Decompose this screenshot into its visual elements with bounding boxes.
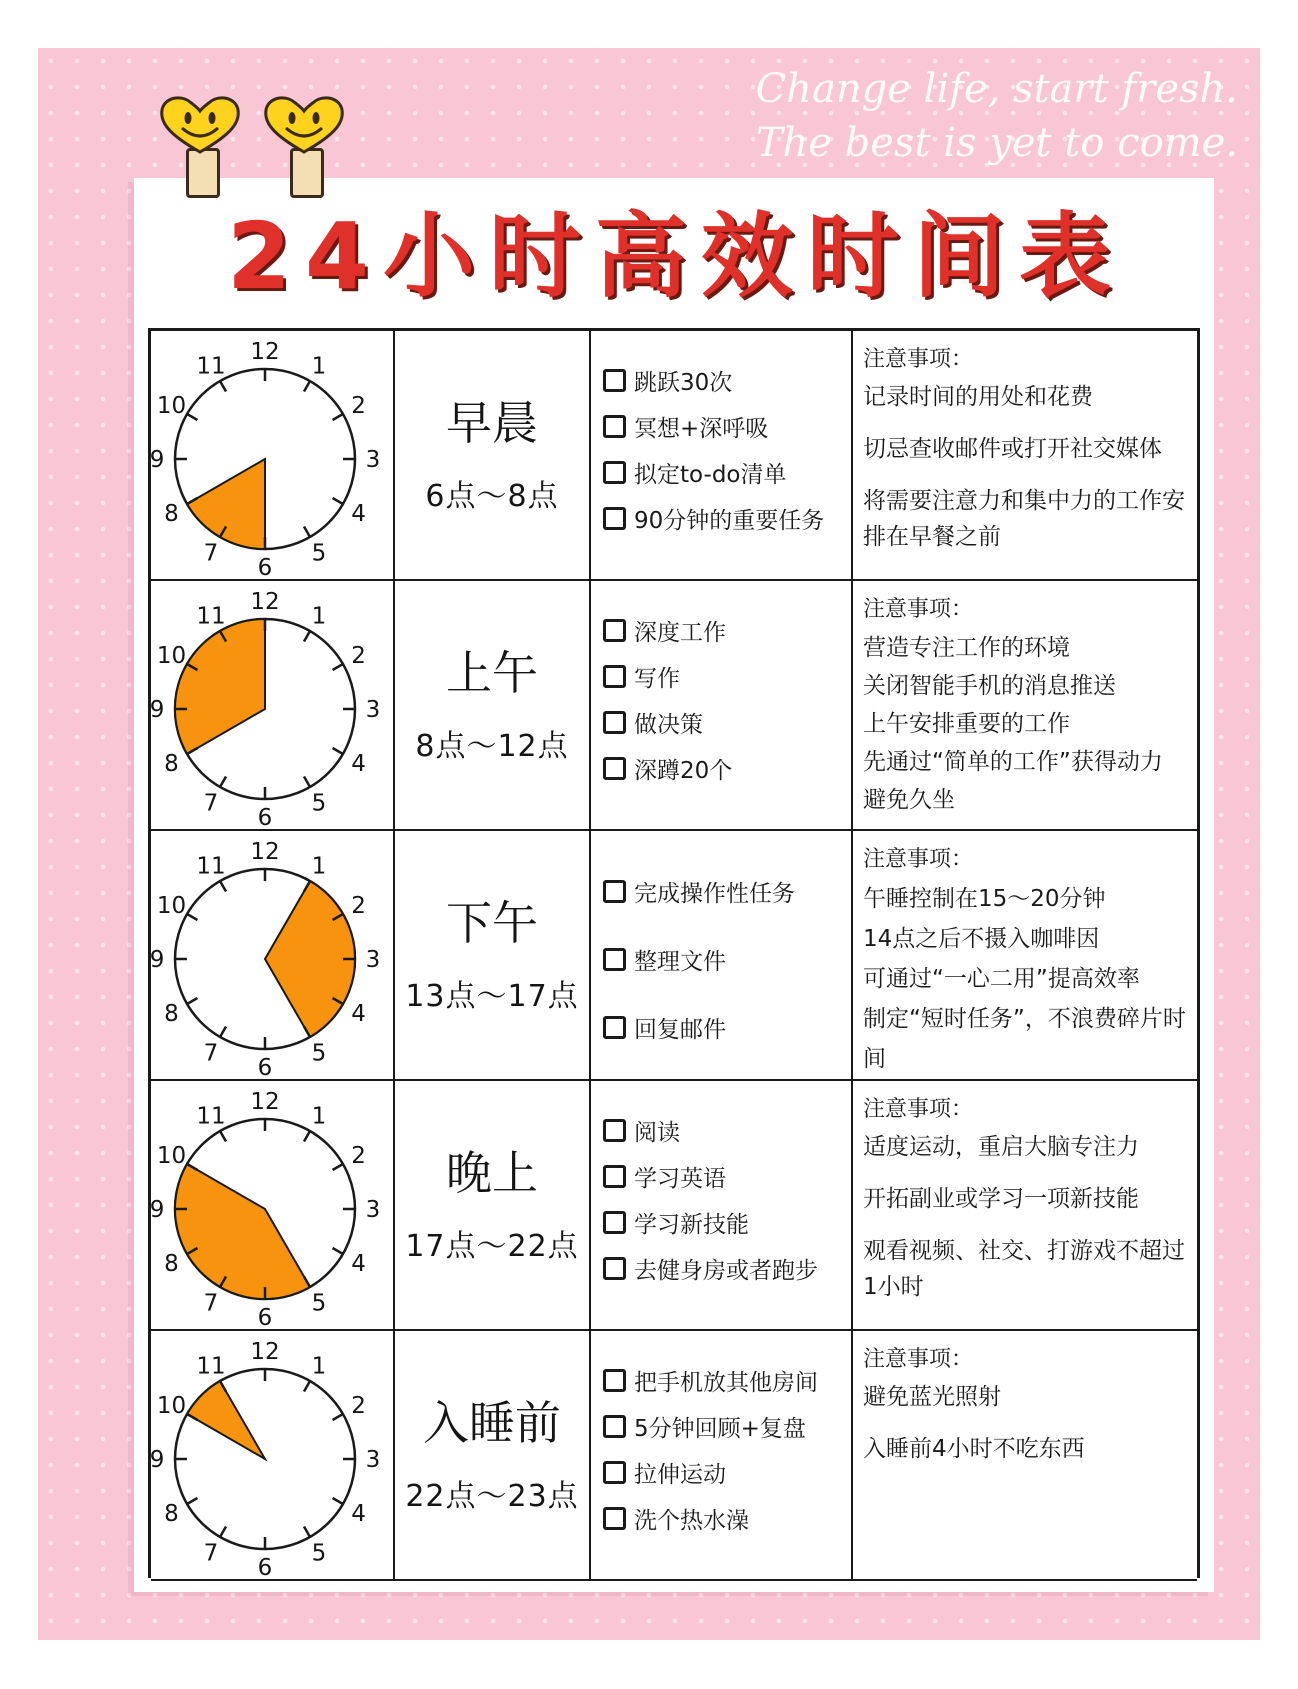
note-item: 14点之后不摄入咖啡因: [863, 926, 1100, 952]
note-item: 上午安排重要的工作: [863, 711, 1070, 737]
task-item[interactable]: [603, 745, 851, 791]
clock-number: 6: [257, 555, 273, 581]
clock-number: 10: [156, 1143, 187, 1169]
checkbox-icon[interactable]: [603, 415, 626, 438]
task-list: [591, 331, 851, 541]
period-time-range: 8点～12点: [415, 729, 569, 764]
clock-number: 9: [149, 947, 165, 973]
schedule-table: [148, 328, 1200, 1581]
clock-number: 1: [311, 353, 327, 380]
task-list: [591, 1331, 851, 1541]
notes-cell: [853, 1081, 1197, 1329]
task-item[interactable]: [603, 403, 851, 449]
task-label: 洗个热水澡: [634, 1507, 749, 1534]
notes-cell: [853, 581, 1197, 829]
motto-line: The best is yet to come.: [755, 120, 1238, 166]
task-item[interactable]: [603, 699, 851, 745]
clock-number: 11: [196, 353, 226, 380]
task-label: 冥想+深呼吸: [634, 415, 769, 442]
clock-number: 8: [164, 751, 179, 777]
clock-number: 5: [311, 540, 327, 567]
schedule-row: [151, 331, 1197, 581]
clock-number: 7: [203, 1290, 219, 1317]
clock-icon: [149, 585, 389, 831]
task-label: 写作: [634, 665, 680, 692]
checkbox-icon[interactable]: [603, 507, 626, 530]
checkbox-icon[interactable]: [603, 757, 626, 780]
clock-icon: [149, 335, 389, 581]
checkbox-icon[interactable]: [603, 369, 626, 392]
clock-number: 11: [196, 603, 226, 630]
clock-number: 3: [365, 1197, 381, 1223]
clock-number: 10: [156, 1393, 187, 1419]
task-list: [591, 1081, 851, 1291]
clock-number: 3: [365, 697, 381, 723]
period-name: 早晨: [446, 396, 538, 450]
motto: [756, 62, 1238, 170]
clock-number: 2: [351, 1393, 366, 1419]
page-title: 24小时高效时间表: [226, 203, 1126, 310]
period-cell: [395, 331, 591, 579]
clock-number: 10: [156, 643, 187, 669]
note-item: 可通过“一心二用”提高效率: [863, 966, 1140, 992]
task-list: [591, 831, 851, 1061]
period-time-range: 17点～22点: [405, 1229, 579, 1264]
clock-number: 12: [250, 839, 280, 865]
task-cell: [591, 1081, 853, 1329]
clock-number: 6: [257, 805, 273, 831]
task-cell: [591, 831, 853, 1079]
checkbox-icon[interactable]: [603, 711, 626, 734]
task-item[interactable]: [603, 607, 851, 653]
note-list: [853, 625, 1197, 819]
clock-number: 6: [257, 1555, 273, 1581]
clock-number: 7: [203, 540, 219, 567]
task-label: 完成操作性任务: [634, 880, 795, 907]
schedule-row: [151, 1331, 1197, 1581]
clock-number: 1: [311, 1353, 327, 1380]
clock-number: 7: [203, 790, 219, 817]
task-label: 5分钟回顾+复盘: [634, 1415, 806, 1442]
task-item[interactable]: [603, 1245, 851, 1291]
task-item[interactable]: [603, 653, 851, 699]
clock-number: 9: [149, 697, 165, 723]
checkbox-icon[interactable]: [603, 880, 626, 903]
clock-number: 11: [196, 1353, 226, 1380]
task-label: 深度工作: [634, 619, 726, 646]
task-label: 拟定to-do清单: [634, 461, 787, 488]
task-label: 90分钟的重要任务: [634, 507, 825, 534]
task-cell: [591, 581, 853, 829]
checkbox-icon[interactable]: [603, 1415, 626, 1438]
schedule-row: [151, 581, 1197, 831]
clock-cell: [151, 1081, 395, 1329]
clock-icon: [149, 835, 389, 1081]
task-item[interactable]: [603, 1449, 851, 1495]
clock-number: 8: [164, 1251, 179, 1277]
checkbox-icon[interactable]: [603, 1119, 626, 1142]
clock-number: 10: [156, 393, 187, 419]
checkbox-icon[interactable]: [603, 948, 626, 971]
clock-number: 6: [257, 1305, 273, 1331]
task-label: 回复邮件: [634, 1016, 726, 1043]
clock-number: 11: [196, 1103, 226, 1130]
clock-number: 4: [351, 751, 366, 777]
checkbox-icon[interactable]: [603, 1507, 626, 1530]
note-item: 关闭智能手机的消息推送: [863, 673, 1116, 699]
clock-number: 3: [365, 947, 381, 973]
notes-label: 注意事项：: [863, 597, 974, 622]
task-item[interactable]: [603, 1107, 851, 1153]
clock-number: 5: [311, 1290, 327, 1317]
period-time-range: 6点～8点: [425, 479, 559, 514]
task-item[interactable]: [603, 1153, 851, 1199]
task-label: 跳跃30次: [634, 369, 733, 396]
task-label: 学习新技能: [634, 1211, 749, 1238]
period-cell: [395, 1081, 591, 1329]
checkbox-icon[interactable]: [603, 1211, 626, 1234]
clock-number: 12: [250, 339, 280, 365]
clock-number: 3: [365, 1447, 381, 1473]
task-label: 把手机放其他房间: [634, 1369, 818, 1396]
clock-number: 7: [203, 1540, 219, 1567]
motto-line: Change life, start fresh.: [755, 66, 1238, 112]
notes-label: 注意事项：: [863, 1347, 974, 1372]
note-item: 将需要注意力和集中力的工作安排在早餐之前: [863, 488, 1185, 551]
clock-number: 6: [257, 1055, 273, 1081]
clock-number: 1: [311, 603, 327, 630]
clock-number: 1: [311, 853, 327, 880]
checkbox-icon[interactable]: [603, 1461, 626, 1484]
clock-number: 5: [311, 790, 327, 817]
task-item[interactable]: [603, 1199, 851, 1245]
clock-number: 9: [149, 447, 165, 473]
note-list: [853, 375, 1197, 555]
note-item: 记录时间的用处和花费: [863, 384, 1093, 410]
smiley-heart-pin-icon: [262, 94, 346, 194]
clock-number: 12: [250, 1339, 280, 1365]
note-list: [853, 1375, 1197, 1467]
task-label: 阅读: [634, 1119, 680, 1146]
clock-number: 2: [351, 393, 366, 419]
checkbox-icon[interactable]: [603, 619, 626, 642]
clock-number: 8: [164, 1001, 179, 1027]
clock-number: 2: [351, 643, 366, 669]
clock-number: 5: [311, 1040, 327, 1067]
note-item: 观看视频、社交、打游戏不超过1小时: [863, 1238, 1185, 1301]
clock-number: 8: [164, 1501, 179, 1527]
clock-cell: [151, 1331, 395, 1579]
clock-number: 4: [351, 1251, 366, 1277]
clock-icon: [149, 1085, 389, 1331]
task-label: 做决策: [634, 711, 703, 738]
note-list: [853, 1125, 1197, 1305]
clock-number: 4: [351, 501, 366, 527]
task-label: 拉伸运动: [634, 1461, 726, 1488]
task-item[interactable]: [603, 1403, 851, 1449]
period-name: 上午: [446, 646, 538, 700]
notes-cell: [853, 1331, 1197, 1579]
task-item[interactable]: [603, 857, 851, 925]
period-name: 下午: [446, 896, 538, 950]
smiley-heart-pin-icon: [158, 94, 242, 194]
notes-label: 注意事项：: [863, 347, 974, 372]
period-time-range: 13点～17点: [405, 979, 579, 1014]
period-time-range: 22点～23点: [405, 1479, 579, 1514]
period-name: 晚上: [446, 1146, 538, 1200]
task-item[interactable]: [603, 495, 851, 541]
note-item: 适度运动，重启大脑专注力: [863, 1134, 1139, 1160]
clock-icon: [149, 1335, 389, 1581]
clock-cell: [151, 831, 395, 1079]
clock-number: 8: [164, 501, 179, 527]
note-item: 切忌查收邮件或打开社交媒体: [863, 436, 1162, 463]
task-item[interactable]: [603, 993, 851, 1061]
clock-number: 3: [365, 447, 381, 473]
note-item: 制定“短时任务”，不浪费碎片时间: [863, 1006, 1186, 1072]
checkbox-icon[interactable]: [603, 1369, 626, 1392]
note-list: [853, 875, 1197, 1079]
checkbox-icon[interactable]: [603, 665, 626, 688]
checkbox-icon[interactable]: [603, 461, 626, 484]
note-item: 避免久坐: [863, 787, 955, 813]
note-item: 入睡前4小时不吃东西: [863, 1436, 1085, 1463]
schedule-row: [151, 1081, 1197, 1331]
note-item: 先通过“简单的工作”获得动力: [863, 749, 1163, 775]
clock-number: 2: [351, 1143, 366, 1169]
clock-number: 10: [156, 893, 187, 919]
period-name: 入睡前: [423, 1396, 561, 1450]
notes-label: 注意事项：: [863, 1097, 974, 1122]
clock-cell: [151, 581, 395, 829]
schedule-row: [151, 831, 1197, 1081]
task-cell: [591, 1331, 853, 1579]
clock-number: 5: [311, 1540, 327, 1567]
task-list: [591, 581, 851, 791]
task-label: 深蹲20个: [634, 757, 733, 784]
clock-number: 4: [351, 1501, 366, 1527]
clock-number: 12: [250, 1089, 280, 1115]
note-item: 开拓副业或学习一项新技能: [863, 1186, 1139, 1213]
task-item[interactable]: [603, 1495, 851, 1541]
checkbox-icon[interactable]: [603, 1016, 626, 1039]
notes-cell: [853, 331, 1197, 579]
clock-number: 4: [351, 1001, 366, 1027]
note-item: 午睡控制在15～20分钟: [863, 886, 1106, 912]
note-item: 避免蓝光照射: [863, 1384, 1001, 1410]
clock-number: 9: [149, 1447, 165, 1473]
period-cell: [395, 831, 591, 1079]
task-label: 去健身房或者跑步: [634, 1257, 818, 1284]
clock-number: 7: [203, 1040, 219, 1067]
task-item[interactable]: [603, 925, 851, 993]
task-item[interactable]: [603, 357, 851, 403]
clock-number: 12: [250, 589, 280, 615]
clock-number: 2: [351, 893, 366, 919]
task-label: 整理文件: [634, 948, 726, 975]
clock-number: 1: [311, 1103, 327, 1130]
clock-number: 9: [149, 1197, 165, 1223]
task-label: 学习英语: [634, 1165, 726, 1192]
checkbox-icon[interactable]: [603, 1257, 626, 1280]
task-item[interactable]: [603, 449, 851, 495]
task-item[interactable]: [603, 1357, 851, 1403]
clock-cell: [151, 331, 395, 579]
period-cell: [395, 581, 591, 829]
checkbox-icon[interactable]: [603, 1165, 626, 1188]
clock-number: 11: [196, 853, 226, 880]
notes-cell: [853, 831, 1197, 1079]
period-cell: [395, 1331, 591, 1579]
task-cell: [591, 331, 853, 579]
notes-label: 注意事项：: [863, 847, 974, 872]
note-item: 营造专注工作的环境: [863, 635, 1070, 661]
